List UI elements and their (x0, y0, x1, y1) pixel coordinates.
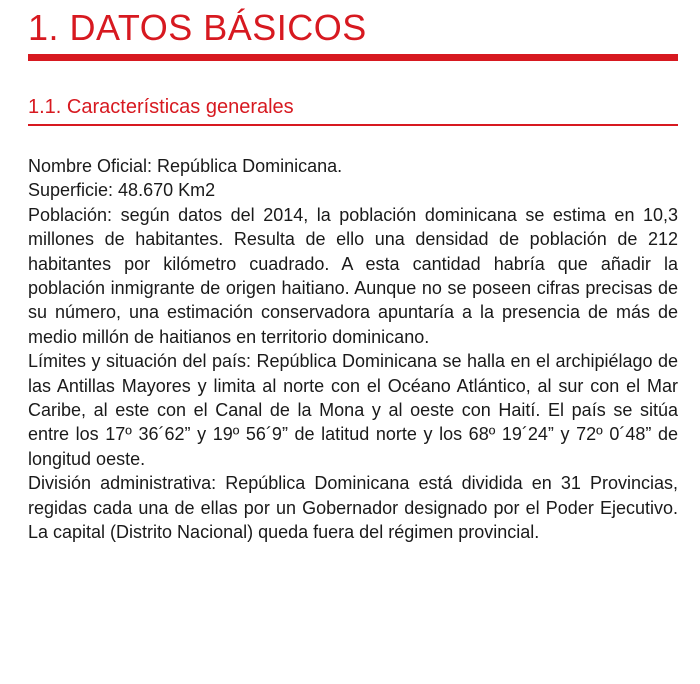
paragraph-population: Población: según datos del 2014, la población dominicana se estima en 10,3 millones de habitantes. Resulta de ello una densidad de población de 212 habitantes por kilómetro cuadrado. A esta cantidad habría que añadir la población inmigrante de origen haitiano. Aunque no se poseen cifras precisas de su número, una estimación conservadora apuntaría a la presencia de más de medio millón de haitianos en territorio dominicano. (28, 204, 678, 347)
subsection-divider (28, 124, 678, 126)
subsection-title: 1.1. Características generales (28, 96, 294, 118)
section-title: 1. DATOS BÁSICOS (28, 7, 367, 48)
paragraph-administrative-division: División administrativa: República Dominicana está dividida en 31 Provincias, regidas cada una de ellas por un Gobernador designado por el Poder Ejecutivo. La capital (Distrito Nacional) queda fuera del régimen provincial. (28, 473, 678, 543)
paragraph-surface: Superficie: 48.670 Km2 (28, 180, 216, 201)
paragraph-official-name: Nombre Oficial: República Dominicana. (28, 156, 343, 176)
paragraph-limits: Límites y situación del país: República Dominicana se halla en el archipiélago de las Antillas Mayores y limita al norte con el Océano Atlántico, al sur con el Mar Caribe, al este con el Canal de la Mona y al oeste con Haití. El país se sitúa entre los 17º 36´62” y 19º 56´9” de latitud norte y los 68º 19´24” y 72º 0´48” de longitud oeste. (28, 351, 678, 469)
body-text (28, 154, 678, 545)
title-divider (28, 54, 678, 61)
